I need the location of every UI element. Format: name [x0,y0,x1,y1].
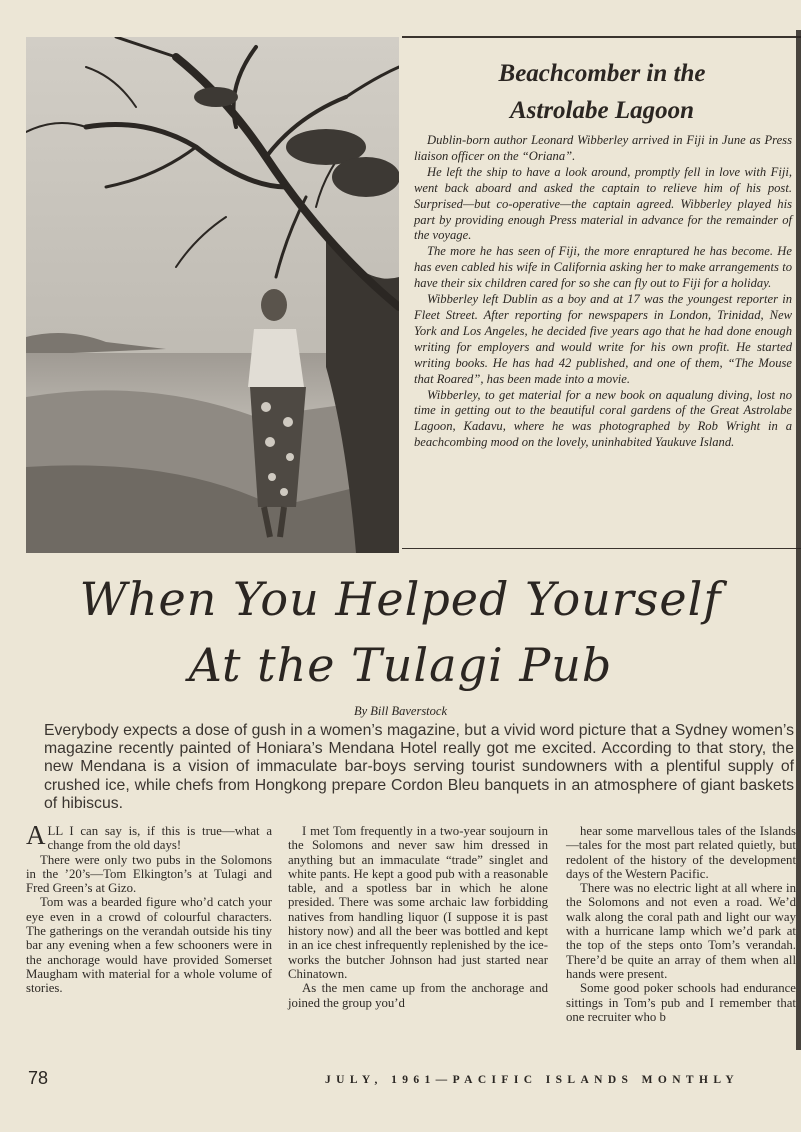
sidebar-paragraph: Wibberley left Dublin as a boy and at 17 was the youngest reporter in Fleet Street. After reporting for newspapers in London, Trinidad, New York and Los Angeles, he decided five years ago that he had done enough writing for employers and would write for his own profit. He started writing books. He has had 42 published, and one of them, “The Mouse that Roared”, has been made into a movie. [414,292,792,386]
top-rule [402,36,801,38]
sidebar-paragraph: Wibberley, to get material for a new book on aqualung diving, lost no time in getting out to the beautiful coral gardens of the Great Astrolabe Lagoon, Kadavu, where he was photographed by Rob Wright in a beachcombing mood on the lovely, uninhabited Yaukuve Island. [414,387,792,450]
sidebar-paragraph: He left the ship to have a look around, promptly fell in love with Fiji, went back aboard and asked the captain to relieve him of his post. Surprised—but co-operative—the captain agreed. Wibberley played his part by providing enough Press material in advance for the remainder of the voyage. [414,164,792,243]
sidebar-paragraph: The more he has seen of Fiji, the more enraptured he has become. He has even cabled his wife in California asking her to make arrangements to have their six children cared for so she can fly out to Fiji for a holiday. [414,244,792,291]
article-paragraph: I met Tom frequently in a two-year soujourn in the Solomons and never saw him dressed in anything but an immaculate “trade” singlet and white pants. He kept a good pub with a reasonable table, and a spotless bar in which he alone presided. There was some archaic law forbidding natives from handling liquor (I suppose it is past history now) and all the beer was bottled and kept in an ice chest infrequently replenished by the ice-works the butcher Johnson had just started near Chinatown. [288,824,548,981]
sidebar-bottom-rule [402,548,801,549]
byline: By Bill Baverstock [353,704,448,718]
article-paragraph: hear some marvellous tales of the Islands—tales for the most part related quietly, but redolent of the history of the development days of the Western Pacific. [566,824,796,881]
article-column-2 [288,824,548,1010]
page-footer [0,1068,801,1094]
article-paragraph: Tom was a bearded figure who’d catch your eye even in a crowd of colourful characters. The gatherings on the verandah outside his tiny bar any evening when a few schooners were in the anchorage would have provided Somerset Maugham with material for a whole volume of stories. [26,895,272,996]
sidebar-body [414,133,792,451]
page-edge-shadow [796,30,801,1050]
article-title-line-1: When You Helped Yourself [79,572,722,626]
article-paragraph: As the men came up from the anchorage and joined the group you’d [288,981,548,1010]
page-number: 78 [28,1068,49,1088]
first-paragraph: ALL I can say is, if this is true—what a change from the old days! [26,820,272,853]
article-paragraph: Some good poker schools had endurance sittings in Tom’s pub and I remember that one recruiter who b [566,981,796,1024]
sidebar-paragraph: Dublin-born author Leonard Wibberley arrived in Fiji in June as Press liaison officer on the “Oriana”. [414,133,792,163]
article-title-line-2: At the Tulagi Pub [188,638,613,692]
article-intro: Everybody expects a dose of gush in a women’s magazine, but a vivid word picture that a Sydney women’s magazine recently painted of Honiara’s Mendana Hotel really got me excited. According to that story, the new Mendana is a vision of immaculate bar-boys serving tourist sundowners with a plentiful supply of crushed ice, while chefs from Hongkong prepare Cordon Bleu banquets in an atmosphere of giant baskets of hibiscus. [44,722,794,812]
photo-beach-woman-tree [26,37,399,553]
article-column-3 [566,824,796,1024]
article-column-1 [26,820,272,996]
footer-issue-line: JULY, 1961—PACIFIC ISLANDS MONTHLY [325,1074,740,1086]
article-paragraph: There were only two pubs in the Solomons in the ’20’s—Tom Elkington’s at Tulagi and Fred Green’s at Gizo. [26,852,272,896]
article-paragraph: There was no electric light at all where in the Solomons and not even a road. We’d walk along the coral path and light our way with a hurricane lamp which we’d park at the top of the steps onto Tom’s verandah. There’d be quite an array of them when all hands were present. [566,881,796,981]
sidebar-title: Beachcomber in the Astrolabe Lagoon [498,60,706,124]
drop-cap: A [26,820,46,850]
